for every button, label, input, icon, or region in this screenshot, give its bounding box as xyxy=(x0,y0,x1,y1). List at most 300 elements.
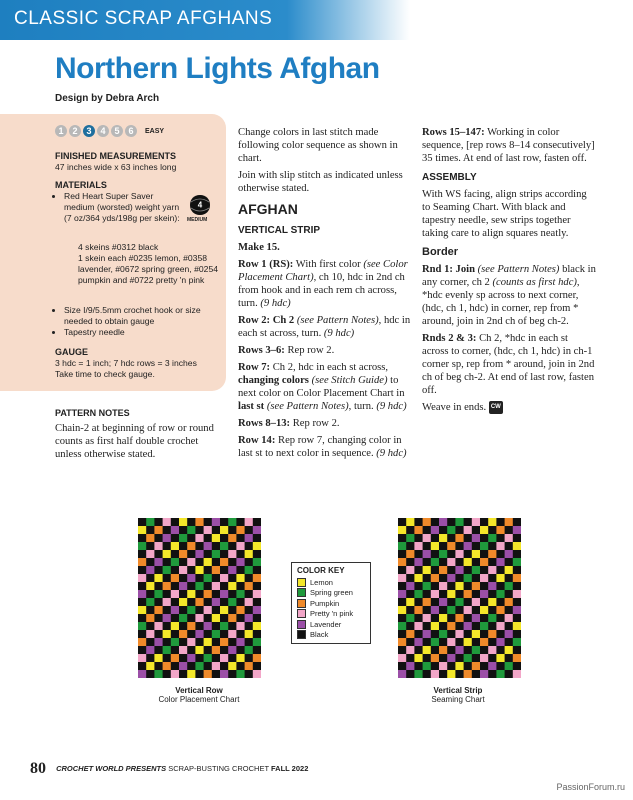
page-footer xyxy=(30,760,308,778)
chart-square xyxy=(455,518,463,526)
chart-square xyxy=(179,630,187,638)
pattern-notes-text: Chain-2 at beginning of row or round counts as first half double crochet unless otherwise stated. xyxy=(55,423,214,460)
chart-square xyxy=(480,670,488,678)
chart-square xyxy=(423,566,431,574)
chart-square xyxy=(253,526,261,534)
chart-square xyxy=(472,518,480,526)
chart-square xyxy=(480,558,488,566)
chart-square xyxy=(204,670,212,678)
chart-square xyxy=(138,622,146,630)
chart-square xyxy=(496,558,504,566)
chart-square xyxy=(154,590,162,598)
swatch-pretty-pink xyxy=(297,609,306,618)
chart-square xyxy=(220,590,228,598)
chart-square xyxy=(138,558,146,566)
chart-square xyxy=(513,526,521,534)
swatch-black xyxy=(297,630,306,639)
right-chart-caption xyxy=(383,686,533,704)
assembly-text: With WS facing, align strips according to Seaming Chart. With black and tapestry needle, sew strips together taking care to align squares neatly. xyxy=(422,189,587,239)
chart-square xyxy=(455,550,463,558)
chart-square xyxy=(439,550,447,558)
chart-square xyxy=(513,606,521,614)
chart-square xyxy=(146,630,154,638)
chart-square xyxy=(138,670,146,678)
chart-square xyxy=(496,590,504,598)
chart-square xyxy=(406,518,414,526)
chart-square xyxy=(228,518,236,526)
chart-square xyxy=(154,622,162,630)
chart-square xyxy=(212,582,220,590)
chart-square xyxy=(488,550,496,558)
section-header-band xyxy=(0,0,410,40)
chart-square xyxy=(171,606,179,614)
chart-square xyxy=(488,662,496,670)
chart-square xyxy=(398,638,406,646)
chart-square xyxy=(253,670,261,678)
chart-square xyxy=(513,638,521,646)
chart-square xyxy=(204,622,212,630)
chart-square xyxy=(447,654,455,662)
color-key-item: Lemon xyxy=(297,577,370,588)
chart-square xyxy=(464,654,472,662)
chart-square xyxy=(431,526,439,534)
chart-square xyxy=(423,518,431,526)
chart-square xyxy=(253,558,261,566)
page-title: Northern Lights Afghan xyxy=(55,52,380,85)
chart-square xyxy=(496,622,504,630)
chart-square xyxy=(212,518,220,526)
chart-square xyxy=(146,662,154,670)
chart-square xyxy=(439,534,447,542)
chart-square xyxy=(195,534,203,542)
color-key xyxy=(291,562,371,644)
chart-square xyxy=(480,574,488,582)
yarn-weight-label: MEDIUM xyxy=(187,217,208,223)
chart-square xyxy=(423,646,431,654)
chart-square xyxy=(171,590,179,598)
chart-square xyxy=(212,614,220,622)
chart-square xyxy=(488,630,496,638)
chart-square xyxy=(204,654,212,662)
chart-square xyxy=(406,630,414,638)
chart-square xyxy=(505,566,513,574)
chart-square xyxy=(398,542,406,550)
chart-square xyxy=(447,670,455,678)
chart-square xyxy=(480,590,488,598)
chart-square xyxy=(163,550,171,558)
chart-square xyxy=(505,614,513,622)
materials-yarn-black: 4 skeins #0312 black xyxy=(78,242,159,252)
swatch-lavender xyxy=(297,620,306,629)
materials-yarn: • Red Heart Super Saver medium (worsted) weight yarn (7 oz/364 yds/198g per skein): xyxy=(64,191,185,224)
chart-square xyxy=(423,614,431,622)
assembly-heading: ASSEMBLY xyxy=(422,172,477,183)
chart-square xyxy=(220,638,228,646)
chart-square xyxy=(253,574,261,582)
materials-section xyxy=(55,180,185,224)
chart-square xyxy=(398,558,406,566)
chart-square xyxy=(146,534,154,542)
skill-level-label: EASY xyxy=(145,127,165,135)
chart-square xyxy=(505,550,513,558)
chart-square xyxy=(195,598,203,606)
materials-hook: • Size I/9/5.5mm crochet hook or size needed to obtain gauge xyxy=(64,305,220,327)
chart-square xyxy=(414,526,422,534)
chart-square xyxy=(439,598,447,606)
finished-heading: FINISHED MEASUREMENTS xyxy=(55,151,177,161)
gauge-section xyxy=(55,347,220,380)
skill-level-4: 4 xyxy=(97,125,109,137)
chart-square xyxy=(472,534,480,542)
chart-square xyxy=(195,662,203,670)
chart-square xyxy=(245,550,253,558)
chart-square xyxy=(488,614,496,622)
chart-square xyxy=(505,518,513,526)
chart-square xyxy=(163,646,171,654)
chart-square xyxy=(146,518,154,526)
chart-square xyxy=(187,606,195,614)
issue-season: FALL 2022 xyxy=(270,763,309,773)
chart-square xyxy=(228,614,236,622)
chart-square xyxy=(406,550,414,558)
chart-square xyxy=(228,630,236,638)
chart-square xyxy=(228,662,236,670)
chart-square xyxy=(179,518,187,526)
chart-square xyxy=(488,646,496,654)
chart-square xyxy=(472,614,480,622)
chart-square xyxy=(163,662,171,670)
chart-square xyxy=(439,646,447,654)
chart-square xyxy=(455,630,463,638)
chart-square xyxy=(146,614,154,622)
chart-square xyxy=(414,542,422,550)
chart-square xyxy=(163,582,171,590)
chart-square xyxy=(455,662,463,670)
chart-square xyxy=(195,630,203,638)
chart-square xyxy=(195,566,203,574)
chart-square xyxy=(505,630,513,638)
chart-square xyxy=(505,582,513,590)
chart-square xyxy=(253,622,261,630)
chart-square xyxy=(195,614,203,622)
chart-square xyxy=(455,614,463,622)
chart-square xyxy=(146,582,154,590)
chart-square xyxy=(204,606,212,614)
chart-square xyxy=(179,662,187,670)
chart-square xyxy=(163,598,171,606)
skill-level-indicator xyxy=(55,125,164,137)
chart-square xyxy=(398,574,406,582)
chart-square xyxy=(171,622,179,630)
chart-square xyxy=(187,670,195,678)
right-chart-title: Vertical Strip xyxy=(433,686,483,695)
row-7: Row 7: Ch 2, hdc in each st across, changing colors (see Stitch Guide) to next color on Color Placement Chart in last st (see Pattern Notes), turn. (9 hdc) xyxy=(238,362,407,412)
round-1: Rnd 1: Join (see Pattern Notes) black in any corner, ch 2 (counts as first hdc), *hdc evenly sp across to next corner, (hdc, ch 1, hdc) in corner, rep from * around, join in 2nd ch of beg ch-2. xyxy=(422,264,596,327)
chart-square xyxy=(220,670,228,678)
swatch-pumpkin xyxy=(297,599,306,608)
chart-square xyxy=(154,526,162,534)
rows-8-13: Rows 8–13: Rep row 2. xyxy=(238,418,340,429)
chart-square xyxy=(171,574,179,582)
color-change-note: Change colors in last stitch made following color sequence as shown in chart. xyxy=(238,127,398,164)
chart-square xyxy=(171,654,179,662)
designer-byline: Design by Debra Arch xyxy=(55,93,160,104)
issue-name: SCRAP-BUSTING CROCHET xyxy=(166,763,271,773)
chart-square xyxy=(414,590,422,598)
chart-square xyxy=(472,630,480,638)
chart-square xyxy=(398,590,406,598)
chart-square xyxy=(431,558,439,566)
chart-square xyxy=(187,638,195,646)
chart-square xyxy=(513,622,521,630)
chart-square xyxy=(245,614,253,622)
chart-square xyxy=(488,566,496,574)
chart-square xyxy=(472,582,480,590)
color-key-item: Spring green xyxy=(297,588,370,599)
chart-square xyxy=(398,606,406,614)
skill-level-1: 1 xyxy=(55,125,67,137)
chart-square xyxy=(464,670,472,678)
chart-square xyxy=(472,662,480,670)
chart-square xyxy=(212,598,220,606)
chart-square xyxy=(245,534,253,542)
chart-square xyxy=(187,526,195,534)
chart-square xyxy=(171,542,179,550)
color-key-heading: COLOR KEY xyxy=(297,566,345,575)
chart-square xyxy=(505,598,513,606)
chart-square xyxy=(163,518,171,526)
end-mark-icon: CW xyxy=(489,401,503,414)
gauge-line1: 3 hdc = 1 inch; 7 hdc rows = 3 inches xyxy=(55,358,197,368)
chart-square xyxy=(447,542,455,550)
weave-in-ends: Weave in ends. CW xyxy=(422,402,501,413)
materials-needle: • Tapestry needle xyxy=(64,327,220,338)
chart-square xyxy=(464,590,472,598)
chart-square xyxy=(138,590,146,598)
chart-square xyxy=(455,582,463,590)
instructions-column-3 xyxy=(422,126,597,418)
chart-square xyxy=(439,582,447,590)
chart-square xyxy=(423,582,431,590)
chart-square xyxy=(447,526,455,534)
chart-square xyxy=(398,622,406,630)
skill-level-5: 5 xyxy=(111,125,123,137)
chart-square xyxy=(439,518,447,526)
chart-square xyxy=(398,670,406,678)
afghan-heading: AFGHAN xyxy=(238,201,298,217)
chart-square xyxy=(406,662,414,670)
chart-square xyxy=(146,566,154,574)
chart-square xyxy=(472,566,480,574)
chart-square xyxy=(253,654,261,662)
chart-square xyxy=(187,558,195,566)
chart-square xyxy=(447,574,455,582)
chart-square xyxy=(480,654,488,662)
materials-yarn-sublist xyxy=(78,242,218,286)
chart-square xyxy=(154,558,162,566)
chart-square xyxy=(447,558,455,566)
chart-square xyxy=(187,622,195,630)
left-chart-caption xyxy=(124,686,274,704)
yarn-weight-number: 4 xyxy=(197,200,203,210)
chart-square xyxy=(439,566,447,574)
rounds-2-3: Rnds 2 & 3: Ch 2, *hdc in each st across to corner, (hdc, ch 1, hdc) in ch-1 corner sp, rep from * around, join in 2nd ch of beg ch-2. At end of last row, fasten off. xyxy=(422,333,595,396)
chart-square xyxy=(488,534,496,542)
chart-square xyxy=(414,654,422,662)
chart-square xyxy=(431,606,439,614)
chart-square xyxy=(236,654,244,662)
chart-square xyxy=(195,582,203,590)
chart-square xyxy=(187,542,195,550)
chart-square xyxy=(171,670,179,678)
magazine-name: CROCHET WORLD PRESENTS xyxy=(56,763,167,773)
chart-square xyxy=(447,590,455,598)
chart-square xyxy=(171,638,179,646)
chart-square xyxy=(179,614,187,622)
chart-square xyxy=(204,526,212,534)
chart-square xyxy=(464,558,472,566)
color-key-item: Pumpkin xyxy=(297,598,370,609)
chart-square xyxy=(138,574,146,582)
chart-square xyxy=(472,550,480,558)
chart-square xyxy=(195,518,203,526)
chart-square xyxy=(146,646,154,654)
chart-square xyxy=(464,638,472,646)
chart-square xyxy=(236,638,244,646)
gauge-heading: GAUGE xyxy=(55,347,89,357)
chart-square xyxy=(171,526,179,534)
chart-square xyxy=(236,622,244,630)
instructions-column-2 xyxy=(238,126,413,464)
chart-square xyxy=(480,638,488,646)
chart-square xyxy=(236,558,244,566)
chart-square xyxy=(138,606,146,614)
skill-level-2: 2 xyxy=(69,125,81,137)
chart-square xyxy=(464,542,472,550)
vertical-strip-heading: VERTICAL STRIP xyxy=(238,225,321,236)
chart-square xyxy=(163,566,171,574)
chart-square xyxy=(228,534,236,542)
chart-square xyxy=(455,534,463,542)
chart-square xyxy=(496,606,504,614)
swatch-lemon xyxy=(297,578,306,587)
chart-square xyxy=(398,526,406,534)
chart-square xyxy=(505,534,513,542)
chart-square xyxy=(439,630,447,638)
chart-square xyxy=(154,606,162,614)
chart-square xyxy=(505,646,513,654)
chart-square xyxy=(179,598,187,606)
chart-square xyxy=(423,550,431,558)
chart-square xyxy=(439,614,447,622)
chart-square xyxy=(496,654,504,662)
chart-square xyxy=(236,670,244,678)
chart-square xyxy=(236,606,244,614)
chart-square xyxy=(179,550,187,558)
border-heading: Border xyxy=(422,246,459,258)
chart-square xyxy=(138,638,146,646)
chart-square xyxy=(431,542,439,550)
chart-square xyxy=(406,614,414,622)
chart-square xyxy=(431,590,439,598)
chart-square xyxy=(455,646,463,654)
chart-square xyxy=(154,638,162,646)
chart-square xyxy=(398,654,406,662)
chart-square xyxy=(480,606,488,614)
chart-square xyxy=(496,670,504,678)
chart-square xyxy=(187,654,195,662)
chart-square xyxy=(431,638,439,646)
chart-square xyxy=(439,662,447,670)
chart-square xyxy=(228,582,236,590)
chart-square xyxy=(414,638,422,646)
chart-square xyxy=(496,638,504,646)
chart-square xyxy=(431,574,439,582)
chart-square xyxy=(245,518,253,526)
chart-square xyxy=(464,606,472,614)
chart-square xyxy=(236,590,244,598)
chart-square xyxy=(212,534,220,542)
chart-square xyxy=(204,542,212,550)
row-2: Row 2: Ch 2 (see Pattern Notes), hdc in each st across, turn. (9 hdc) xyxy=(238,315,411,339)
chart-square xyxy=(472,646,480,654)
chart-square xyxy=(220,526,228,534)
chart-square xyxy=(204,574,212,582)
chart-square xyxy=(480,542,488,550)
chart-square xyxy=(406,598,414,606)
chart-square xyxy=(138,542,146,550)
chart-square xyxy=(464,622,472,630)
chart-square xyxy=(146,598,154,606)
chart-square xyxy=(195,550,203,558)
chart-square xyxy=(245,662,253,670)
chart-square xyxy=(414,606,422,614)
chart-square xyxy=(179,534,187,542)
chart-square xyxy=(220,622,228,630)
chart-square xyxy=(513,670,521,678)
chart-square xyxy=(414,574,422,582)
chart-square xyxy=(146,550,154,558)
chart-square xyxy=(220,558,228,566)
color-placement-chart xyxy=(138,518,261,678)
chart-square xyxy=(464,574,472,582)
make-count: Make 15. xyxy=(238,242,280,253)
skill-level-6: 6 xyxy=(125,125,137,137)
chart-square xyxy=(228,646,236,654)
yarn-weight-icon xyxy=(188,193,212,217)
chart-square xyxy=(423,630,431,638)
chart-square xyxy=(212,662,220,670)
chart-square xyxy=(236,542,244,550)
chart-square xyxy=(245,566,253,574)
finished-measurements xyxy=(55,151,220,173)
chart-square xyxy=(406,646,414,654)
rows-3-6: Rows 3–6: Rep row 2. xyxy=(238,345,335,356)
chart-square xyxy=(212,646,220,654)
chart-square xyxy=(236,526,244,534)
chart-square xyxy=(447,622,455,630)
chart-square xyxy=(204,558,212,566)
chart-square xyxy=(228,550,236,558)
watermark: PassionForum.ru xyxy=(556,782,625,792)
chart-square xyxy=(245,630,253,638)
chart-square xyxy=(480,622,488,630)
chart-square xyxy=(431,670,439,678)
section-header-text: CLASSIC SCRAP AFGHANS xyxy=(14,8,273,29)
chart-square xyxy=(406,582,414,590)
chart-square xyxy=(236,574,244,582)
chart-square xyxy=(245,598,253,606)
